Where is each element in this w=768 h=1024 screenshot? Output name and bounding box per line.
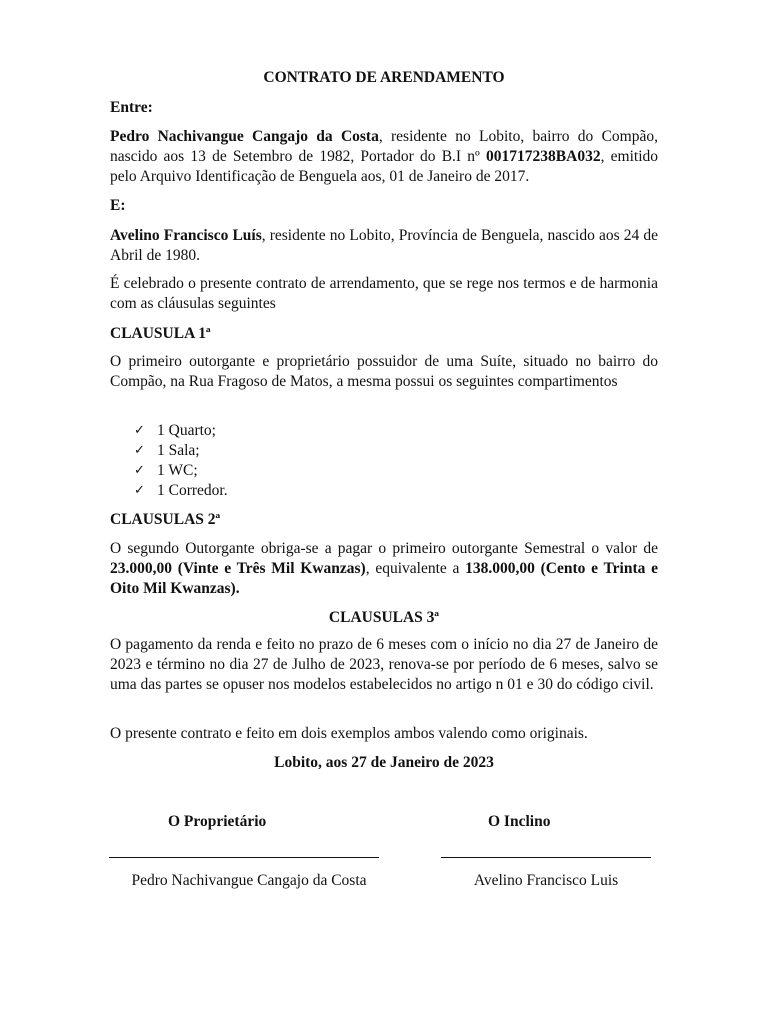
clause1-list — [110, 421, 658, 501]
clause2-amount1: 23.000,00 (Vinte e Três Mil Kwanzas) — [110, 560, 366, 577]
party2-name: Avelino Francisco Luís — [110, 227, 262, 244]
landlord-signature-line — [109, 857, 379, 858]
tenant-name: Avelino Francisco Luis — [473, 872, 619, 889]
clause2-heading: CLAUSULAS 2ª — [110, 511, 221, 528]
list-item: ✓ 1 Corredor. — [134, 482, 228, 499]
party1-paragraph — [110, 127, 658, 187]
document-title: CONTRATO DE ARENDAMENTO — [263, 69, 505, 86]
party2-text: , residente no Lobito, Província de Benguela, nascido aos 24 de Abril de 1980. — [110, 227, 658, 264]
tenant-label: O Inclino — [488, 813, 551, 830]
checkmark-icon: ✓ — [134, 423, 145, 438]
clause2-paragraph — [110, 539, 658, 599]
clause2-text-a: O segundo Outorgante obriga-se a pagar o primeiro outorgante Semestral o valor de — [110, 540, 658, 557]
clause2-text-b: , equivalente a — [365, 560, 466, 577]
party2-paragraph — [110, 226, 658, 266]
list-item: ✓ 1 Quarto; — [134, 422, 216, 439]
place-date: Lobito, aos 27 de Janeiro de 2023 — [274, 754, 494, 771]
tenant-signature-line — [441, 857, 651, 858]
checkmark-icon: ✓ — [134, 443, 145, 458]
clause3-text: O pagamento da renda e feito no prazo de 6 meses com o início no dia 27 de Janeiro de 2023 e término no dia 27 de Julho de 2023, renova-se por período de 6 meses, salvo se uma das partes se opuser nos modelos estabelecidos no artigo n 01 e 30 do código civil. — [110, 636, 658, 693]
e-label: E: — [110, 197, 126, 214]
clause2-amount2: 138.000,00 (Cento e Trinta e Oito Mil Kwanzas). — [110, 560, 659, 597]
list-item: ✓ 1 WC; — [134, 462, 198, 479]
entre-label: Entre: — [110, 99, 153, 116]
party1-name: Pedro Nachivangue Cangajo da Costa — [110, 128, 379, 145]
intro-paragraph: É celebrado o presente contrato de arrendamento, que se rege nos termos e de harmonia com as cláusulas seguintes — [110, 275, 658, 312]
party1-bi-number: 001717238BA032 — [486, 148, 601, 165]
party1-text-b: , emitido pelo Arquivo Identificação de Benguela aos, 01 de Janeiro de 2017. — [110, 148, 659, 185]
clause3-heading: CLAUSULAS 3ª — [328, 609, 440, 626]
checkmark-icon: ✓ — [134, 483, 145, 498]
checkmark-icon: ✓ — [134, 463, 145, 478]
closing-paragraph: O presente contrato e feito em dois exemplos ambos valendo como originais. — [110, 725, 588, 742]
landlord-label: O Proprietário — [168, 813, 267, 830]
party1-text-a: , residente no Lobito, bairro do Compão, nascido aos 13 de Setembro de 1982, Portador do B.I nº — [110, 128, 658, 165]
landlord-name: Pedro Nachivangue Cangajo da Costa — [131, 872, 367, 889]
list-item: ✓ 1 Sala; — [134, 442, 200, 459]
clause1-text: O primeiro outorgante e proprietário possuidor de uma Suíte, situado no bairro do Compão, na Rua Fragoso de Matos, a mesma possui os seguintes compartimentos — [110, 353, 658, 390]
clause1-heading: CLAUSULA 1ª — [110, 325, 211, 342]
